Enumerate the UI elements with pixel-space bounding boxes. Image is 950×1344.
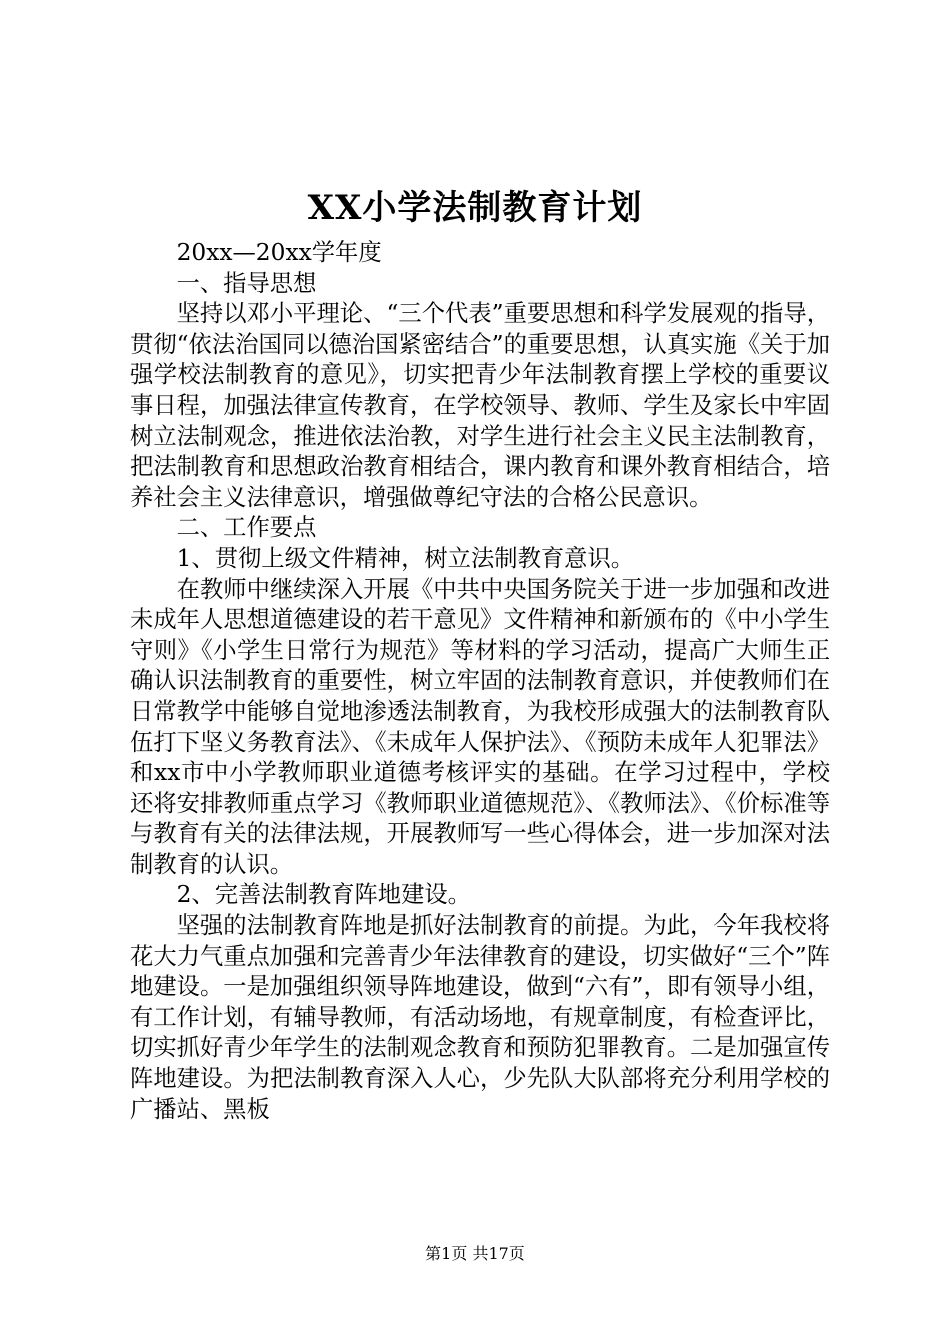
section-heading-guiding-ideology: 一、指导思想 <box>176 269 317 297</box>
subheading-point-2: 2、完善法制教育阵地建设。 <box>176 881 471 909</box>
document-body <box>130 238 830 1125</box>
paragraph-point-1: 在教师中继续深入开展《中共中央国务院关于进一步加强和改进未成年人思想道德建设的若干意见》文件精神和新颁布的《中小学生守则》《小学生日常行为规范》等材料的学习活动，提高广大师生正确认识法制教育的重要性，树立牢固的法制教育意识，并使教师们在日常教学中能够自觉地渗透法制教育，为我校形成强大的法制教育队伍打下坚义务教育法》、《未成年人保护法》、《预防未成年人犯罪法》和xx市中小学教师职业道德考核评实的基础。在学习过程中，学校还将安排教师重点学习《教师职业道德规范》、《教师法》、《价标准等与教育有关的法律法规，开展教师写一些心得体会，进一步加深对法制教育的认识。 <box>130 575 830 878</box>
page-number: 第1页 共17页 <box>425 1244 525 1263</box>
school-year-line: 20xx—20xx学年度 <box>176 239 382 266</box>
paragraph-point-2: 坚强的法制教育阵地是抓好法制教育的前提。为此，今年我校将花大力气重点加强和完善青少年法律教育的建设，切实做好“三个”阵地建设。一是加强组织领导阵地建设，做到“六有”，即有领导小组，有工作计划，有辅导教师，有活动场地，有规章制度，有检查评比，切实抓好青少年学生的法制观念教育和预防犯罪教育。二是加强宣传阵地建设。为把法制教育深入人心，少先队大队部将充分利用学校的广播站、黑板 <box>130 912 830 1123</box>
subheading-point-1: 1、贯彻上级文件精神，树立法制教育意识。 <box>176 544 635 572</box>
document-title: XX小学法制教育计划 <box>307 188 643 228</box>
paragraph-guiding-ideology: 坚持以邓小平理论、“三个代表”重要思想和科学发展观的指导，贯彻“依法治国同以德治国紧密结合”的重要思想，认真实施《关于加强学校法制教育的意见》，切实把青少年法制教育摆上学校的重要议事日程，加强法律宣传教育，在学校领导、教师、学生及家长中牢固树立法制观念，推进依法治教，对学生进行社会主义民主法制教育，把法制教育和思想政治教育相结合，课内教育和课外教育相结合，培养社会主义法律意识，增强做尊纪守法的合格公民意识。 <box>130 300 830 511</box>
section-heading-work-points: 二、工作要点 <box>176 514 317 542</box>
